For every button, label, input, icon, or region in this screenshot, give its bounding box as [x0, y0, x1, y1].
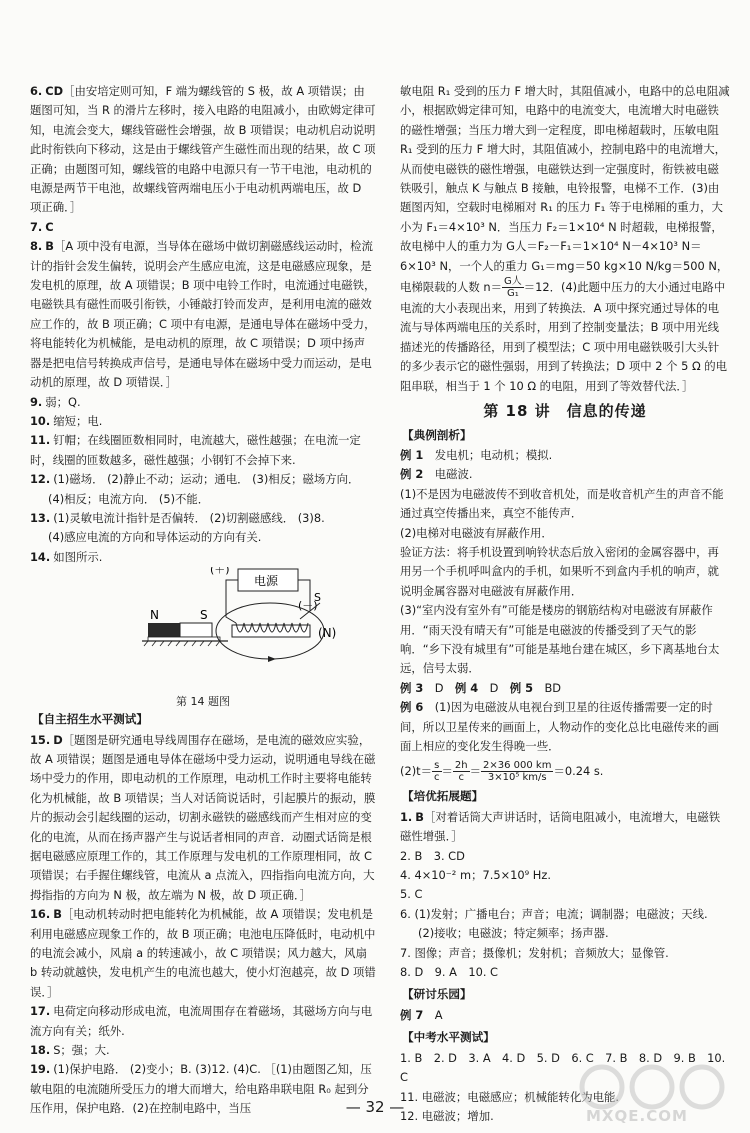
example-2-part3: (3)“室内没有室外有”可能是楼房的钢筋结构对电磁波有屏蔽作用．“雨天没有晴天有”可能是电磁波的传播受到了天气的影响．“乡下没有城里有”可能是基地台建在城区，乡下离基地台太远，信号太弱． [400, 603, 720, 676]
extension-6-part2: (2)接收；电磁波；特定频率；扬声器. [418, 926, 609, 941]
s-label: S [200, 608, 208, 623]
answer-q6: 6. CD［由安培定则可知，F 端为螺线管的 S 极，故 A 项错误；由题图可知，当 R 的滑片左移时，接入电路的电阻减小，由欧姆定律可知，电流会变大，螺线管磁性会增强，故 B 项错误；电动机启动说明此时衔铁向下移动，这是由于螺线管产生磁性而出现的结果，故 C 项正确；由题图可知，螺线管的电路中电源只有一节干电池，电动机的电源是两节干电池，故螺线管两端电压小于电动机两端电压，故 D 项正确．］ [30, 84, 376, 215]
power-label: 电源 [254, 574, 279, 589]
people-count-fraction: $\frac{\text{G人}}{\text{G₁}}$ [503, 276, 522, 300]
examples-3-5: 例 3 D 例 4 D 例 5 BD [400, 680, 562, 695]
section-yantao-leyuan: 【研讨乐园】 [402, 987, 472, 1002]
answer-q14: 14. 如图所示. [30, 549, 103, 564]
wire-left [226, 580, 238, 623]
bar-magnet-s [180, 623, 212, 637]
example-2-verify: 验证方法：将手机设置到响铃状态后放入密闭的金属容器中，再用另一个手机呼叫盒内的手机，如果听不到盒内手机的响声，就说明金属容器对电磁波有屏蔽作用． [400, 544, 719, 598]
extension-6: 6. (1)发射；广播电台；声音；电流；调制器；电磁波；天线. [400, 906, 708, 921]
extension-1: 1. B［对着话筒大声讲话时，话筒电阻减小，电流增大，电磁铁磁性增强．］ [400, 809, 721, 844]
answer-q19-continued: 敏电阻 R₁ 受到的压力 F 增大时，其阻值减小，电路中的总电阻减小，根据欧姆定律可知，电路中的电流变大，电流增大时电磁铁的磁性增强；当压力增大到一定程度，即电梯超载时，压敏电阻 R₁ 受到的压力 F 增大时，其阻值减小，控制电路中的电流增大，从而使电磁铁的磁性增强，电磁铁达到一定强度时，衔铁被电磁铁吸引，触点 K 与触点 B 接触，电铃报警，电梯不工作．(3)由题图丙知，空载时电梯厢对 R₁ 的压力 F₁ 等于电梯厢的重力，大小为 F₁＝4×10³ N．当压力 F₂＝1×10⁴ N 时超载，电梯报警，故电梯中人的重力为 G人＝F₂－F₁＝1×10⁴ N－4×10³ N＝6×10³ N，一个人的重力 G₁＝mg＝50 kg×10 N/kg＝500 N，电梯限载的人数 n＝ $\frac{\text{G人}}{\text{G₁}}$ ＝12．(4)此题中压力的大小通过电路中电流的大小表现出来，用到了转换法．A 项中探究通过导体的电流与导体两端电压的关系时，用到了控制变量法；B 项中用光线描述光的传播路径，用到了模型法；C 项中用电磁铁吸引大头针的多少表示它的磁性强弱，用到了转换法；D 项中 2 个 5 Ω 的电阻串联，相当于 1 个 10 Ω 的电阻，用到了等效替代法．］ [400, 84, 730, 393]
answer-q10: 10. 缩短；电. [30, 413, 103, 428]
answer-q12: 12. (1)磁场． (2)静止不动；运动；通电． (3)相反；磁场方向． [30, 472, 360, 487]
answer-q12-line2: (4)相反；电流方向． (5)不能． [48, 491, 210, 506]
electromagnet-diagram [30, 567, 376, 707]
zhongkao-1-10: 1. B 2. D 3. A 4. D 5. D 6. C 7. B 8. D 9. B 10. C [400, 1050, 726, 1085]
example-2-part1: (1)不是因为电磁波传不到收音机处，而是收音机产生的声音不能通过真空传播出来，真空不能传声． [400, 486, 724, 521]
extension-7: 7. 图像；声音；摄像机；发射机；音频放大；显像管. [400, 945, 669, 960]
formula-frac-2h-c: $\frac{2h}{c}$ [454, 760, 468, 784]
right-column [400, 82, 730, 1126]
n-pole-label: (N) [318, 626, 337, 641]
answer-q15: 15. D［题图是研究通电导线周围存在磁场，是电流的磁效应实验，故 A 项错误；题图是通电导体在磁场中受力运动，说明通电导线在磁场中受力的作用，即电动机的工作原理，电动机工作时主要将电能转化为机械能，故 B 项错误；当人对话筒说话时，引起膜片的振动，膜片的振动会引起线圈的运动，切割永磁铁的磁感线而产生相对应的变化的电流，从而在扬声器产生与说话者相同的声音．动圈式话筒是根据电磁感应原理工作的，其工作原理与发电机的工作原理相同，故 C 项错误；右手握住螺线管，电流从 a 点流入，四指指向电流方向，大拇指指的方向为 N 极，故左端为 N 极，故 D 项正确．］ [30, 732, 376, 902]
watermark-text: MXQE.COM [586, 1107, 688, 1125]
plus-label: (＋) [210, 567, 230, 577]
extension-8-10: 8. D 9. A 10. C [400, 965, 499, 980]
extension-2-3: 2. B 3. CD [400, 848, 465, 863]
watermark-graphic [572, 1063, 742, 1111]
formula-frac-values: $\frac{2\times 36 000 km}{\text{3×10⁵ km/s}}$ [483, 760, 552, 784]
switch-label: S [314, 591, 321, 605]
field-arrow [268, 656, 276, 662]
answer-q16: 16. B［电动机转动时把电能转化为机械能，故 A 项错误；发电机是利用电磁感应现象工作的，故 B 项正确；电池电压降低时，电动机中的电流会减小，风扇 a 的转速减小，故 C 项错误；风力越大，风扇 b 转动就越快，发电机产生的电流也越大，使小灯泡越亮，故 D 项错误．］ [30, 907, 376, 999]
n-label: N [150, 608, 159, 623]
example-6-formula: (2)t＝ $\frac{s}{c}$ ＝ $\frac{2h}{c}$ ＝ $\frac{2\times 36 000 km}{\text{3×10⁵ km/s}}$ ＝0.24 s. [400, 760, 604, 784]
answer-q8: 8. B［A 项中没有电源，当导体在磁场中做切割磁感线运动时，检流计的指针会发生偏转，说明会产生感应电流，这是电磁感应现象，是发电机的原理，故 A 项错误；B 项中电铃工作时，电流通过电磁铁，电磁铁具有磁性而吸引衔铁，小锤敲打铃而发声，是利用电流的磁效应工作的，故 B 项正确；C 项中有电源，是通电导体在磁场中受力，将电能转化为机械能，是电动机的原理，故 C 项错误；D 项中扬声器是把电信号转换成声信号，是通电导体在磁场中受力而运动，是电动机的原理，故 D 项错误．］ [30, 239, 376, 390]
example-1: 例 1 发电机；电动机；模拟. [400, 447, 553, 462]
section-zizhu-zhaosheng: 【自主招生水平测试】 [32, 712, 148, 727]
example-7: 例 7 A [400, 1007, 443, 1022]
ground-hatching [144, 641, 220, 646]
formula-frac-s-c: $\frac{s}{c}$ [434, 760, 440, 784]
answer-q9: 9. 弱；Q. [30, 394, 81, 409]
answer-q19: 19. (1)保护电路． (2)变小；B. (3)12. (4)C. ［(1)由题图乙知，压敏电阻的电流随所受压力的增大而增大，给电路串联电阻 R₀ 起到分压作用，保护电路．(2)在控制电路中，当压 [30, 1062, 372, 1116]
answer-q13-line2: (4)感应电流的方向和导体运动的方向有关. [48, 530, 262, 545]
left-column [30, 82, 376, 1119]
watermark-logo [572, 1063, 742, 1127]
section-dianli-pouxi: 【典例剖析】 [402, 427, 472, 442]
zhongkao-12: 12. 电磁波；增加. [400, 1108, 494, 1123]
section-zhongkao: 【中考水平测试】 [402, 1030, 495, 1045]
extension-4: 4. 4×10⁻² m；7.5×10⁹ Hz. [400, 868, 551, 883]
answer-q17: 17. 电荷定向移动形成电流，电流周围存在着磁场，其磁场方向与电流方向有关；纸外. [30, 1004, 373, 1038]
section-peiyou-tuozhan: 【培优拓展题】 [402, 789, 484, 804]
answer-q11: 11. 钉帽；在线圈匝数相同时，电流越大，磁性越强；在电流一定时，线圈的匝数越多，磁性越强；小钢钉不会掉下来. [30, 433, 361, 467]
example-6: 例 6 (1)因为电磁波从电视台到卫星的往返传播需要一定的时间，所以卫星传来的画面上，人物动作的变化总比电磁传来的画面上相应的变化发生得晚一些． [400, 700, 719, 753]
figure-caption: 第 14 题图 [176, 694, 230, 708]
minus-label: (－) [298, 599, 318, 613]
page-number: — 32 — [345, 1098, 405, 1116]
answer-q13: 13. (1)灵敏电流计指针是否偏转． (2)切割磁感线． (3)8. [30, 510, 325, 525]
extension-5: 5. C [400, 887, 423, 902]
zhongkao-11: 11. 电磁波；电磁感应；机械能转化为电能. [400, 1089, 619, 1104]
example-2: 例 2 电磁波. [400, 467, 473, 482]
example-2-part2: (2)电梯对电磁波有屏蔽作用． [400, 525, 553, 540]
answer-q18: 18. S；强；大. [30, 1043, 110, 1058]
lecture-title: 第 18 讲 信息的传递 [483, 402, 647, 421]
answer-q7: 7. C [30, 219, 54, 234]
circuit-figure [30, 567, 376, 691]
